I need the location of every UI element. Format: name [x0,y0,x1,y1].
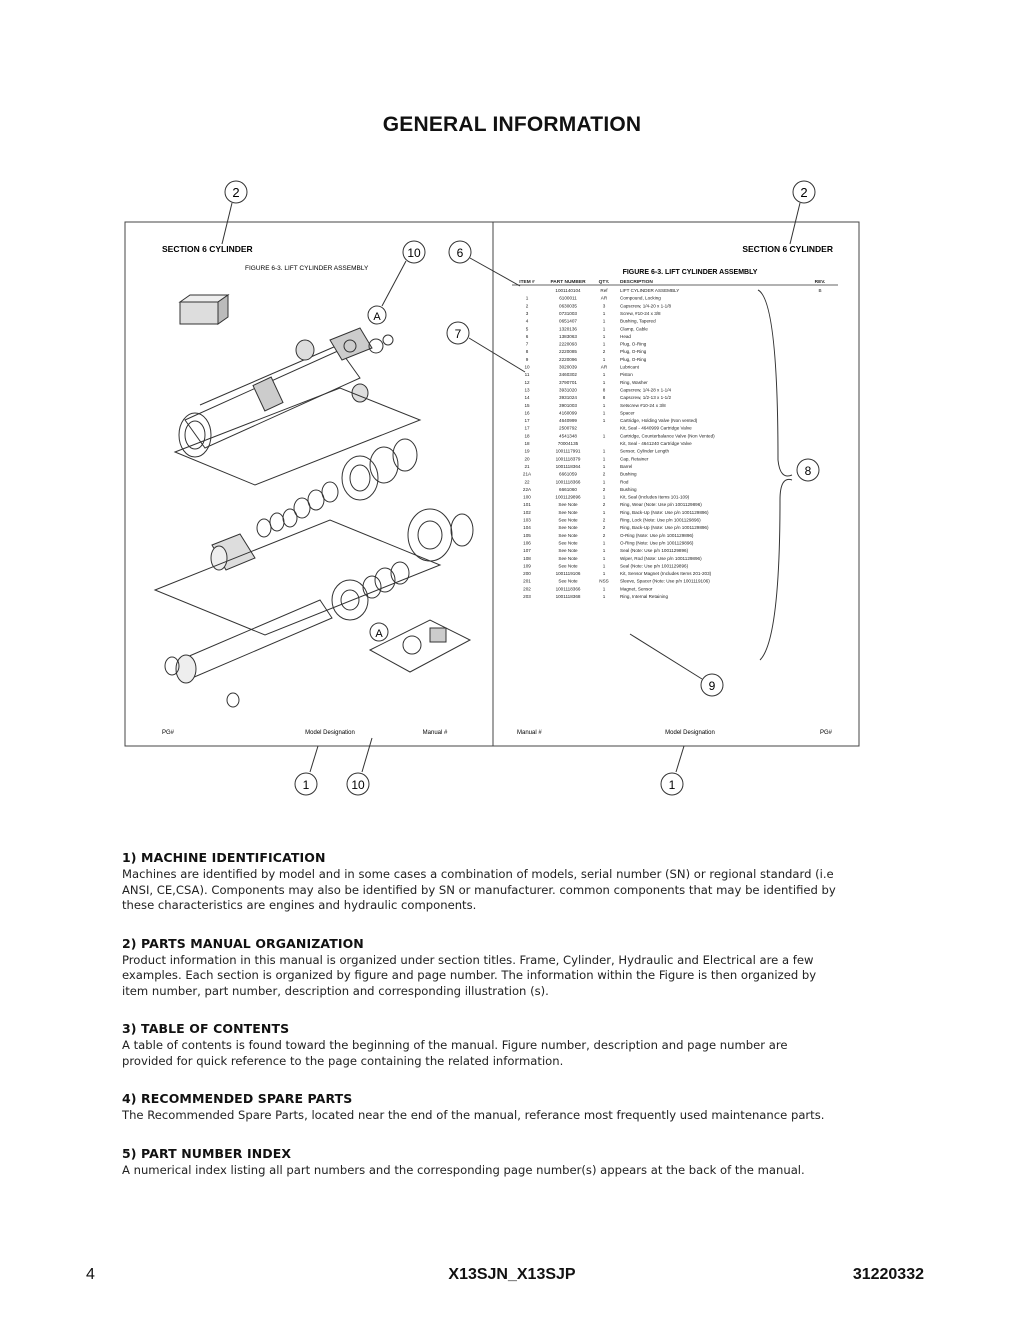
left-footer-manual: Manual # [422,730,448,736]
table-cell: See Note [558,525,578,531]
right-figure-title: FIGURE 6-3. LIFT CYLINDER ASSEMBLY [622,269,758,276]
table-cell: 2220085 [559,349,577,355]
callout-1-right-text: 1 [668,778,676,792]
table-cell: 0731003 [559,310,577,316]
detail-a-bottom-text: A [375,628,383,640]
table-cell: 2 [602,532,606,538]
table-cell: 3931024 [559,395,577,401]
table-cell: 2 [602,525,606,531]
table-cell: 2220093 [559,341,577,347]
callout-9 [630,634,723,696]
table-cell: 3790701 [559,379,577,385]
section-body: A numerical index listing all part numbers and the corresponding page number(s) appears at the back of the manual. [122,1162,805,1177]
table-cell: 19 [524,448,530,454]
table-cell: 108 [523,555,531,561]
table-cell: 18 [524,441,530,446]
table-cell: 1320136 [559,326,577,332]
section-heading: 4) RECOMMENDED SPARE PARTS [122,1091,353,1106]
table-cell: 17 [524,425,530,431]
table-cell: 11 [524,372,530,378]
detail-a-top-text: A [373,311,381,323]
table-cell: Screw, #10-24 x 3/8 [620,310,661,316]
table-cell: 1 [602,379,606,385]
table-cell: 1001119106 [555,571,581,577]
callout-10-bottom-text: 10 [351,778,365,792]
table-cell: 200 [523,571,531,577]
table-cell: See Note [558,555,578,561]
table-cell: Kit, Seal - 4641240 Cartridge Valve [620,441,692,446]
table-cell: 7 [525,341,529,347]
table-cell: Kit, Seal (Includes Items 101-109) [620,494,690,500]
table-cell: 1001117991 [555,448,581,454]
table-header-cell: QTY. [598,280,610,285]
table-cell: 103 [523,517,531,523]
table-cell: Capscrew, 1/2-13 x 1-1/2 [620,395,672,401]
table-cell: 1 [602,548,606,554]
table-cell: Ref [600,288,608,293]
table-cell: Lubricant [620,364,639,370]
table-cell: Ring, Washer [620,379,648,385]
table-cell: Spacer [620,410,635,416]
right-footer-pg: PG# [819,730,832,736]
table-cell: Ring, Lock (Note: Use p/n 1001129896) [620,517,701,523]
table-cell: 109 [523,563,531,569]
table-cell: 2220096 [559,356,577,362]
table-cell: 1 [602,586,606,592]
table-header-cell: REV. [814,280,826,285]
table-cell: Barrel [620,463,633,469]
table-cell: 0651407 [559,318,577,324]
table-cell: Capscrew, 1/4-28 x 1-1/4 [620,387,672,393]
table-cell: 1001118379 [555,456,581,462]
table-cell: 4 [525,318,529,324]
table-cell: 8 [602,395,606,401]
table-cell: Bushing, Tapered [620,318,656,324]
table-cell: 1 [602,310,606,316]
callout-8-text: 8 [804,464,812,478]
table-cell: See Note [558,517,578,523]
table-cell: AR [600,295,608,301]
table-cell: 1 [602,594,606,599]
table-cell: 1 [525,295,529,301]
section-body: The Recommended Spare Parts, located near the end of the manual, referance most frequently used maintenance parts. [122,1108,825,1122]
table-cell: NSS [599,578,609,584]
table-cell: Kit, Sensor Magnet (Includes Items 201-203) [620,571,712,577]
table-cell: 1 [602,326,606,332]
table-cell: 13 [524,387,530,393]
table-cell: 1 [602,494,606,500]
table-cell: Bushing [620,471,637,477]
table-cell: Bushing [620,486,637,492]
table-cell: 1 [602,456,606,462]
parts-table [512,279,838,599]
table-cell: 6661060 [559,486,577,492]
table-cell: 1001118366 [555,586,581,592]
callout-2-right [790,181,815,244]
table-cell: Clamp, Cable [620,326,648,332]
table-cell: See Note [558,563,578,569]
callout-7-text: 7 [454,327,462,341]
section-body: Product information in this manual is organized under section titles. Frame, Cylinder, Hydraulic and Electrical are a few examples. Each section is organized by figure and page number. The information within the Figure is then organized by item number, part number, description and corresponding illustration (s). [122,952,817,998]
table-cell: 6100011 [559,295,577,301]
table-cell: 0630035 [559,303,577,309]
section-recommended-spare-parts [122,1091,842,1124]
table-cell: 202 [523,586,531,592]
table-cell: 1 [602,563,606,569]
table-cell: Kit, Seal - 4640999 Cartridge Valve [620,425,692,431]
table-cell: B [818,288,822,293]
table-cell: O-Ring (Note: Use p/n 1001129896) [620,532,694,538]
table-cell: 8 [602,387,606,393]
table-cell: Ring, Internal Retaining [620,594,669,599]
table-cell: 1 [602,463,606,469]
table-cell: Compound, Locking [620,295,661,301]
table-cell: See Note [558,509,578,515]
callout-1-left-text: 1 [302,778,310,792]
table-cell: See Note [558,532,578,538]
table-cell: Cartridge, Holding Valve (Non vented) [620,418,698,424]
table-cell: 3 [525,310,529,316]
table-cell: See Note [558,548,578,554]
table-cell: 1 [602,540,606,546]
table-cell: 1 [602,448,606,454]
section-machine-identification [122,850,842,914]
callout-10-bottom [347,738,372,795]
table-cell: 1 [602,341,606,347]
table-cell: Cartridge, Counterbalance Valve (Non Vented) [620,433,715,439]
table-cell: 3931020 [559,387,577,393]
table-cell: 22 [524,479,530,485]
section-table-of-contents [122,1021,842,1069]
table-cell: Seal (Note: Use p/n 1001129896) [620,548,689,554]
table-cell: 106 [523,540,531,546]
callout-1-right [661,746,684,795]
table-cell: 1383063 [559,333,577,339]
bracket-8-lower [760,479,792,660]
table-cell: LIFT CYLINDER ASSEMBLY [620,288,680,293]
footer-model: X13SJN_X13SJP [448,1266,576,1283]
table-cell: 3 [602,303,606,309]
table-cell: 2 [602,517,606,523]
table-cell: 2 [525,303,529,309]
table-cell: See Note [558,540,578,546]
table-cell: 3020039 [559,364,577,370]
left-figure-title: FIGURE 6-3. LIFT CYLINDER ASSEMBLY [245,265,369,272]
bracket-8 [758,290,792,476]
callout-2-left [222,181,247,244]
table-cell: 1 [602,418,606,424]
table-cell: 22A [522,486,532,492]
table-cell: Head [620,333,631,339]
table-cell: 101 [523,502,531,508]
footer-page-number: 4 [86,1266,95,1283]
table-cell: 15 [524,402,530,408]
table-cell: 2500792 [559,425,577,431]
right-footer-model: Model Designation [665,730,715,736]
table-cell: 4640999 [559,418,577,424]
table-cell: Plug, O-Ring [620,356,647,362]
table-cell: 1 [602,555,606,561]
table-cell: 4541348 [559,433,577,439]
table-cell: 1 [602,410,606,416]
section-heading: 1) MACHINE IDENTIFICATION [122,850,326,865]
table-cell: 14 [524,395,530,401]
right-section-label: SECTION 6 CYLINDER [742,244,833,254]
table-cell: Sleeve, Spacer (Note: Use p/n 1001119106) [620,578,710,584]
table-cell: 18 [524,433,530,439]
table-cell: Ring, Back-Up (Note: Use p/n 1001129896) [620,509,709,515]
section-body: A table of contents is found toward the beginning of the manual. Figure number, description and page number are provided for quick reference to the page containing the related information. [122,1038,788,1068]
table-cell: Plug, O-Ring [620,349,647,355]
table-cell: Capscrew, 1/4-20 x 1-1/8 [620,303,672,309]
table-cell: 203 [523,594,531,599]
table-cell: 107 [523,548,531,554]
table-cell: Wiper, Rod (Note: Use p/n 1001129896) [620,555,702,561]
table-cell: 102 [523,509,531,515]
table-cell: 1 [602,356,606,362]
table-cell: 12 [524,379,530,385]
table-cell: Magnet, Sensor [620,586,653,592]
table-cell: 6 [525,333,529,339]
left-footer-model: Model Designation [305,730,355,736]
table-cell: See Note [558,578,578,584]
detail-a-top [368,306,386,324]
table-cell: 1 [602,433,606,439]
left-footer-pg: PG# [162,730,175,736]
callout-7 [447,322,525,372]
table-cell: 105 [523,532,531,538]
footer-document-number: 31220332 [852,1266,924,1283]
table-cell: 1 [602,479,606,485]
table-cell: 1001129896 [555,494,581,500]
table-cell: 2 [602,486,606,492]
section-part-number-index [122,1146,842,1179]
page-title: GENERAL INFORMATION [382,113,642,136]
cylinder-exploded-drawing [155,295,473,707]
table-cell: 1001140104 [555,288,581,293]
table-cell: 1 [602,402,606,408]
table-cell: 1001118368 [555,594,581,599]
table-header-cell: DESCRIPTION [620,280,653,285]
table-cell: 1 [602,509,606,515]
table-cell: Ring, Wear (Note: Use p/n 1001129896) [620,502,702,508]
table-cell: 21 [524,463,530,469]
table-cell: See Note [558,502,578,508]
callout-2-left-text: 2 [232,185,240,200]
table-cell: 2 [602,471,606,477]
table-cell: 1 [602,333,606,339]
table-cell: 5 [525,326,529,332]
section-parts-manual-organization [122,936,842,1000]
table-cell: 3460302 [559,372,577,378]
table-cell: 70004135 [557,441,579,446]
info-sections [122,850,842,1200]
section-body: Machines are identified by model and in some cases a combination of models, serial number (SN) or regional standard (i.e ANSI, CE,CSA). Components may also be identified by SN or manufacturer. common components that may be identified by these characteristics are engines and hydraulic components. [122,867,836,912]
table-header-cell: ITEM # [519,280,535,285]
table-cell: Rod [620,479,629,485]
detail-a-bottom [370,623,388,641]
table-cell: Piston [620,372,633,378]
table-cell: 16 [524,410,530,416]
callout-6 [449,241,520,286]
table-cell: 1001118364 [555,463,581,469]
callout-10-top [382,241,425,306]
callout-10-top-text: 10 [407,246,421,260]
table-cell: Cap, Retainer [620,456,649,462]
section-heading: 2) PARTS MANUAL ORGANIZATION [122,935,364,951]
callout-9-text: 9 [708,679,716,693]
table-cell: 3901003 [559,402,577,408]
table-cell: 9 [525,356,529,362]
table-cell: Sensor, Cylinder Length [620,448,670,454]
table-cell: 1 [602,372,606,378]
callout-8 [797,459,819,481]
table-cell: 1001118366 [555,479,581,485]
table-cell: 2 [602,349,606,355]
section-heading: 5) PART NUMBER INDEX [122,1145,292,1161]
left-section-label: SECTION 6 CYLINDER [162,244,253,254]
table-cell: 201 [523,578,531,584]
right-footer-manual: Manual # [517,730,542,736]
table-cell: 10 [524,364,530,370]
callout-6-text: 6 [456,246,464,260]
page-footer [0,1266,1024,1290]
table-cell: AR [600,364,608,370]
table-cell: 104 [523,525,531,531]
callout-1-left [295,746,318,795]
table-cell: Setscrew #10-24 x 3/8 [620,402,666,408]
table-cell: 100 [523,494,531,500]
table-cell: 1 [602,318,606,324]
section-heading: 3) TABLE OF CONTENTS [122,1021,290,1036]
table-cell: 2 [602,502,606,508]
table-cell: 21A [522,471,532,477]
table-cell: O-Ring (Note: Use p/n 1001129896) [620,540,694,546]
callout-2-right-text: 2 [800,185,808,200]
table-cell: 20 [524,456,530,462]
table-cell: 1 [602,571,606,577]
table-cell: Ring, Back-Up (Note: Use p/n 1001129896) [620,525,709,531]
table-cell: Seal (Note: Use p/n 1001129896) [620,563,689,569]
table-header-cell: PART NUMBER [550,280,586,285]
table-cell: 8 [525,349,529,355]
table-cell: Plug, O-Ring [620,341,647,347]
table-cell: 6661059 [559,471,577,477]
table-cell: 17 [524,418,530,424]
table-cell: 4160099 [559,410,577,416]
spread-border [125,222,859,746]
